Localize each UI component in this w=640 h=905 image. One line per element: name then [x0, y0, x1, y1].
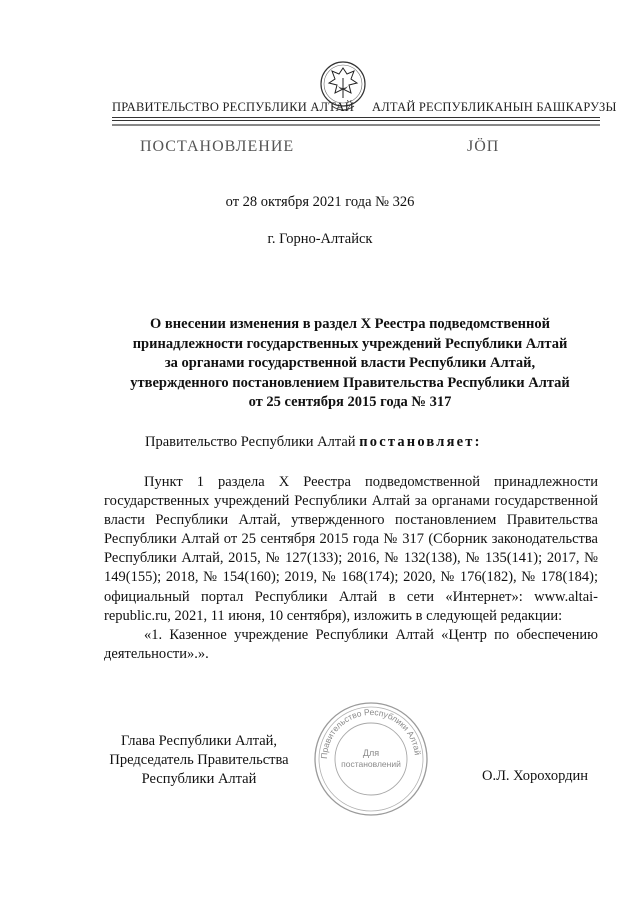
header-divider-line	[112, 117, 600, 118]
seal-center-line: постановлений	[341, 759, 401, 769]
signatory-position	[104, 732, 294, 789]
seal-ring-text: Правительство Республики Алтай	[318, 706, 423, 760]
signatory-name: О.Л. Хорохордин	[482, 768, 589, 784]
official-seal-stamp	[312, 700, 430, 818]
intro-line	[145, 434, 482, 451]
title-line: от 25 сентября 2015 года № 317	[248, 394, 452, 410]
header-divider-line	[112, 124, 600, 126]
intro-decree-word: постановляет:	[359, 434, 482, 450]
document-body	[104, 473, 598, 664]
title-line: принадлежности государственных учреждений Республики Алтай	[132, 335, 568, 352]
title-line: утвержденного постановлением Правительства Республики Алтай	[130, 374, 570, 391]
body-paragraph-2: «1. Казенное учреждение Республики Алтай «Центр по обеспечению деятельности».».	[104, 626, 598, 662]
document-city: г. Горно-Алтайск	[267, 231, 373, 247]
document-date-number: от 28 октября 2021 года № 326	[225, 194, 415, 210]
signatory-position-line: Глава Республики Алтай,	[120, 733, 278, 749]
intro-subject: Правительство Республики Алтай	[145, 434, 356, 450]
signatory-position-line: Председатель Правительства	[109, 752, 289, 768]
title-line: за органами государственной власти Республики Алтай,	[164, 355, 536, 371]
body-paragraph-1: Пункт 1 раздела X Реестра подведомственной принадлежности государственных учреждений Республики Алтай за органами государственной власти Республики Алтай, утвержденного постановлением Правительства Республики Алтай от 25 сентября 2015 года № 317 (Сборник законодательства Республики Алтай, 2015, № 127(133); 2016, № 132(138), № 135(141); 2017, № 149(155); 2018, № 154(160); 2019, № 168(174); 2020, № 176(182), № 178(184); официальный портал Республики Алтай в сети «Интернет»: www.altai-republic.ru, 2021, 11 июня, 10 сентября), изложить в следующей редакции:	[104, 474, 598, 624]
doc-type-russian: ПОСТАНОВЛЕНИЕ	[140, 138, 295, 155]
seal-center-line: Для	[362, 748, 380, 758]
header-left-org-name: ПРАВИТЕЛЬСТВО РЕСПУБЛИКИ АЛТАЙ	[112, 100, 354, 114]
header-right-org-name: АЛТАЙ РЕСПУБЛИКАНЫН БАШКАРУЗЫ	[372, 100, 617, 114]
doc-type-altai: ЈӦП	[467, 138, 500, 155]
header-divider-line	[112, 120, 600, 121]
title-line: О внесении изменения в раздел X Реестра подведомственной	[150, 316, 550, 332]
signatory-position-line: Республики Алтай	[141, 771, 257, 787]
document-title	[100, 315, 600, 413]
